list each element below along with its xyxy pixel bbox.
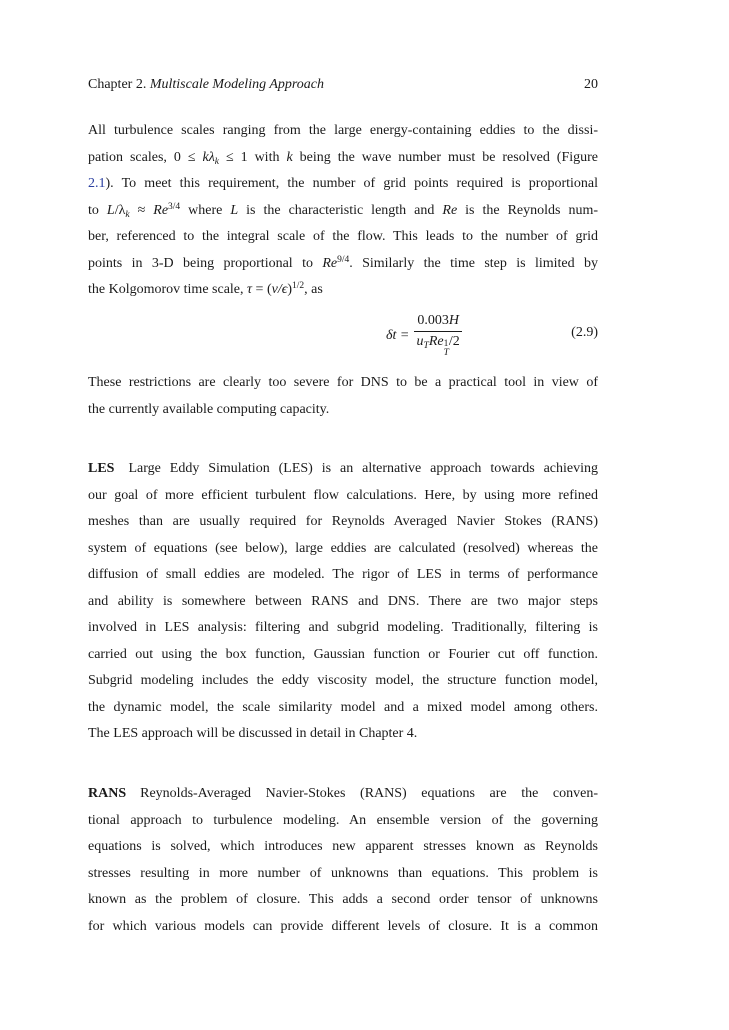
text-line: The LES approach will be discussed in detail in Chapter 4.: [88, 726, 418, 741]
text-line: known as the problem of closure. This adds a second order tensor of unknowns: [88, 892, 598, 907]
rans-heading: RANS: [88, 786, 127, 801]
paragraph-dns-restrictions: [88, 370, 598, 423]
fraction: [414, 313, 462, 358]
les-heading: LES: [88, 461, 115, 476]
chapter-heading: [88, 77, 324, 93]
text-line: to $L/\lambda_k \approx Re^{3/4}$ where L is the characteristic length and Re is the Reynolds num-: [88, 201, 598, 220]
running-header: [88, 77, 598, 93]
chapter-title: Multiscale Modeling Approach: [149, 77, 325, 92]
text-line: LES Large Eddy Simulation (LES) is an alternative approach towards achieving: [88, 461, 598, 476]
equation-body: [386, 313, 462, 358]
text-line: the dynamic model, the scale similarity model and a mixed model among others.: [88, 699, 598, 715]
text-line: the Kolgomorov time scale, $\tau = (\nu/\epsilon)^{1/2}$, as: [88, 281, 323, 297]
fraction-numerator: 0.003H: [414, 313, 462, 332]
text-line: ber, referenced to the integral scale of the flow. This leads to the number of grid: [88, 229, 598, 244]
text-line: 2.1). To meet this requirement, the number of grid points required is proportional: [88, 176, 598, 191]
text-line: points in 3-D being proportional to $Re^{9/4}$. Similarly the time step is limited by: [88, 254, 598, 271]
text-line: pation scales, $0 \le k\lambda_k \le 1$ with k being the wave number must be resolved (Figure: [88, 149, 598, 167]
paragraph-rans: [88, 781, 598, 940]
equation-number: (2.9): [571, 325, 598, 340]
text-line: All turbulence scales ranging from the large energy-containing eddies to the dissi-: [88, 123, 598, 138]
text-line: our goal of more efficient turbulent flow calculations. Here, by using more refined: [88, 487, 598, 503]
equation-lhs: δt =: [386, 327, 410, 343]
paragraph-dns-scales: [88, 118, 598, 304]
text-line: RANS Reynolds-Averaged Navier-Stokes (RANS) equations are the conven-: [88, 786, 598, 801]
text-line: carried out using the box function, Gaussian function or Fourier cut off function.: [88, 646, 598, 662]
fraction-denominator: $u_TRe$ 1 T /2: [416, 334, 460, 358]
text-line: Subgrid modeling includes the eddy viscosity model, the structure function model,: [88, 673, 598, 688]
text-line: the currently available computing capacity.: [88, 401, 330, 417]
text-line: and ability is somewhere between RANS and DNS. There are two major steps: [88, 593, 598, 609]
page-number: 20: [584, 77, 598, 92]
text-line: These restrictions are clearly too severe for DNS to be a practical tool in view of: [88, 375, 598, 390]
text-line: involved in LES analysis: filtering and subgrid modeling. Traditionally, filtering is: [88, 620, 598, 635]
text-line: meshes than are usually required for Reynolds Averaged Navier Stokes (RANS): [88, 514, 598, 529]
text-line: tional approach to turbulence modeling. An ensemble version of the governing: [88, 812, 598, 828]
text-line: for which various models can provide different levels of closure. It is a common: [88, 918, 598, 934]
paragraph-les: [88, 456, 598, 748]
text-line: stresses resulting in more number of unknowns than equations. This problem is: [88, 865, 598, 881]
text-line: equations is solved, which introduces new apparent stresses known as Reynolds: [88, 839, 598, 854]
chapter-label: Chapter 2.: [88, 77, 147, 92]
text-line: system of equations (see below), large eddies are calculated (resolved) whereas the: [88, 540, 598, 556]
figure-link[interactable]: 2.1: [88, 176, 106, 191]
equation-2-9: [88, 313, 598, 359]
text-line: diffusion of small eddies are modeled. The rigor of LES in terms of performance: [88, 567, 598, 582]
